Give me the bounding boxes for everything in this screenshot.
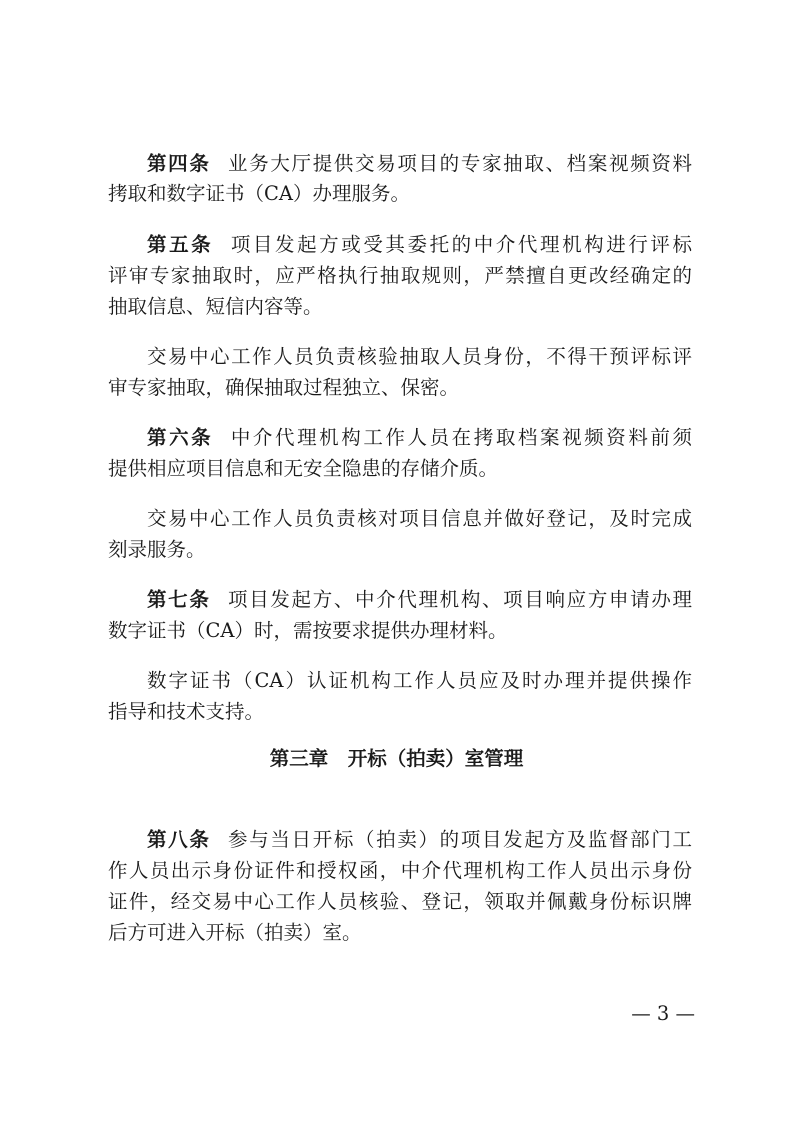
article-5-para2-line-2: 审专家抽取，确保抽取过程独立、保密。	[108, 376, 460, 399]
article-7-line-1: 第七条 项目发起方、中介代理机构、项目响应方申请办理	[147, 588, 692, 611]
article-7-label: 第七条	[147, 588, 211, 611]
article-5-label: 第五条	[147, 233, 214, 256]
article-5-line-1: 第五条 项目发起方或受其委托的中介代理机构进行评标	[147, 233, 692, 256]
article-4-line-2: 拷取和数字证书（CA）办理服务。	[108, 182, 411, 205]
article-8-line-2: 作人员出示身份证件和授权函，中介代理机构工作人员出示身份	[108, 859, 692, 882]
article-4-label: 第四条	[147, 152, 211, 175]
article-5-line-2: 评审专家抽取时，应严格执行抽取规则，严禁擅自更改经确定的	[108, 264, 692, 287]
article-5-line-3: 抽取信息、短信内容等。	[108, 295, 323, 318]
chapter-3-heading: 第三章 开标（拍卖）室管理	[269, 747, 524, 770]
article-6-line-1: 第六条 中介代理机构工作人员在拷取档案视频资料前须	[147, 426, 692, 449]
article-6-para2-line-1: 交易中心工作人员负责核对项目信息并做好登记，及时完成	[147, 507, 692, 530]
article-4-line-1: 第四条 业务大厅提供交易项目的专家抽取、档案视频资料	[147, 152, 692, 175]
article-5-para2-line-1: 交易中心工作人员负责核验抽取人员身份，不得干预评标评	[147, 345, 692, 368]
article-6-line-2: 提供相应项目信息和无安全隐患的存储介质。	[108, 457, 499, 480]
article-6-para2-line-2: 刻录服务。	[108, 538, 206, 561]
article-6-label: 第六条	[147, 426, 214, 449]
article-8-label: 第八条	[147, 828, 211, 851]
article-7-line-2: 数字证书（CA）时，需按要求提供办理材料。	[108, 619, 508, 642]
article-8-line-4: 后方可进入开标（拍卖）室。	[108, 921, 362, 944]
page-number: — 3 —	[631, 1002, 695, 1025]
article-7-para2-line-2: 指导和技术支持。	[108, 700, 265, 723]
article-8-line-1: 第八条 参与当日开标（拍卖）的项目发起方及监督部门工	[147, 828, 692, 851]
article-7-para2-line-1: 数字证书（CA）认证机构工作人员应及时办理并提供操作	[147, 669, 692, 692]
article-8-line-3: 证件，经交易中心工作人员核验、登记，领取并佩戴身份标识牌	[108, 890, 692, 913]
